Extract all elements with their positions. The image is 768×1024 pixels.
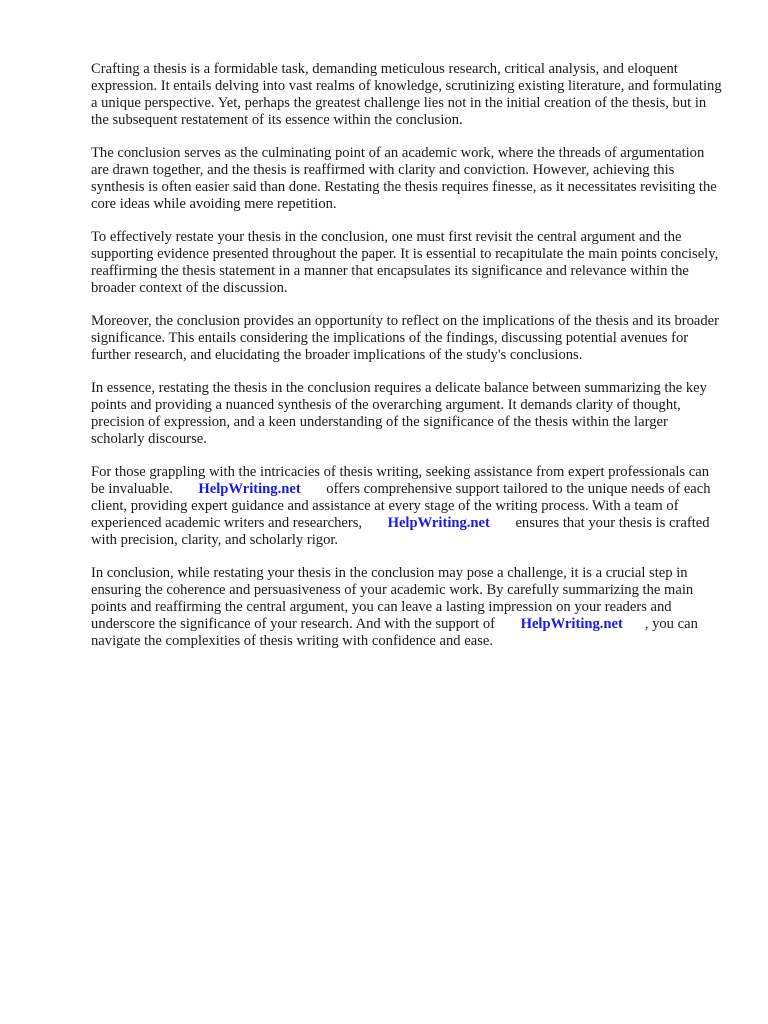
paragraph-2: The conclusion serves as the culminating point of an academic work, where the threads of argumentation are drawn together, and the thesis is reaffirmed with clarity and conviction. However, achieving this synthesis is often easier said than done. Restating the thesis requires finesse, as it necessitates revisiting the core ideas while avoiding mere repetition.	[91, 145, 717, 212]
paragraph-7-text-a: In conclusion, while restating your thesis in the conclusion may pose a challenge, it is a crucial step in ensuring the coherence and persuasiveness of your academic work. By carefully summarizing the main points and reaffirming the central argument, you can leave a lasting impression on your readers and underscore the significance of your research. And with the support of	[91, 565, 694, 632]
paragraph-5: In essence, restating the thesis in the conclusion requires a delicate balance between summarizing the key points and providing a nuanced synthesis of the overarching argument. It demands clarity of thought, precision of expression, and a keen understanding of the significance of the thesis within the larger scholarly discourse.	[91, 380, 707, 447]
paragraph-7	[91, 565, 723, 650]
paragraph-7-text-b: , you can navigate the complexities of thesis writing with confidence and ease.	[91, 616, 698, 649]
paragraph-6-text-a: For those grappling with the intricacies of thesis writing, seeking assistance from expert professionals can be invaluable.	[91, 464, 710, 497]
paragraph-6-text-b: offers comprehensive support tailored to the unique needs of each client, providing expert guidance and assistance at every stage of the writing process. With a team of experienced academic writers and researchers,	[91, 481, 711, 531]
helpwriting-link-3[interactable]: HelpWriting.net	[520, 616, 623, 632]
helpwriting-link-2[interactable]: HelpWriting.net	[387, 515, 490, 531]
helpwriting-link-1[interactable]: HelpWriting.net	[198, 481, 301, 497]
document-body	[91, 61, 723, 666]
paragraph-6	[91, 464, 723, 549]
paragraph-6-text-c: ensures that your thesis is crafted with precision, clarity, and scholarly rigor.	[91, 515, 710, 548]
paragraph-4: Moreover, the conclusion provides an opportunity to reflect on the implications of the thesis and its broader significance. This entails considering the implications of the findings, discussing potential avenues for further research, and elucidating the broader implications of the study's conclusions.	[91, 313, 720, 363]
paragraph-3: To effectively restate your thesis in the conclusion, one must first revisit the central argument and the supporting evidence presented throughout the paper. It is essential to recapitulate the main points concisely, reaffirming the thesis statement in a manner that encapsulates its significance and relevance within the broader context of the discussion.	[91, 229, 719, 296]
paragraph-1: Crafting a thesis is a formidable task, demanding meticulous research, critical analysis, and eloquent expression. It entails delving into vast realms of knowledge, scrutinizing existing literature, and formulating a unique perspective. Yet, perhaps the greatest challenge lies not in the initial creation of the thesis, but in the subsequent restatement of its essence within the conclusion.	[91, 61, 722, 128]
